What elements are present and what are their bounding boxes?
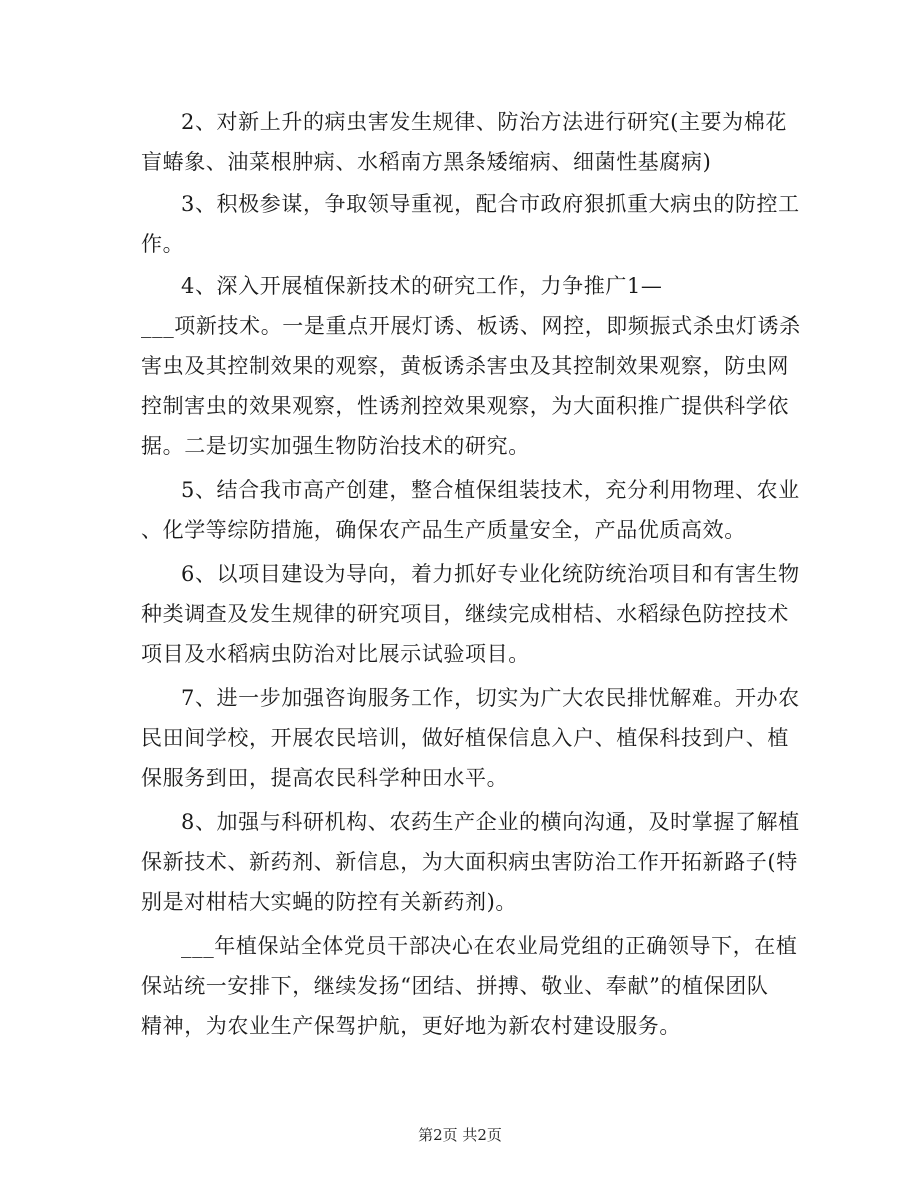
paragraph-3-line-5: 据。二是切实加强生物防治技术的研究。 [141, 434, 530, 458]
paragraph-3-line-3: 害虫及其控制效果的观察，黄板诱杀害虫及其控制效果观察，防虫网 [141, 354, 789, 378]
paragraph-3-line-2: ___项新技术。一是重点开展灯诱、板诱、网控，即频振式杀虫灯诱杀 [141, 314, 801, 338]
paragraph-5-line-1: 6、以项目建设为导向，着力抓好专业化统防统治项目和有害生物 [181, 562, 800, 586]
paragraph-5-line-3: 项目及水稻病虫防治对比展示试验项目。 [141, 642, 530, 666]
paragraph-2-line-2: 作。 [141, 232, 185, 256]
paragraph-1-line-1: 2、对新上升的病虫害发生规律、防治方法进行研究(主要为棉花 [181, 110, 787, 134]
paragraph-4-line-2: 、化学等综防措施，确保农产品生产质量安全，产品优质高效。 [141, 518, 746, 542]
paragraph-4-line-1: 5、结合我市高产创建，整合植保组装技术，充分利用物理、农业 [181, 478, 800, 502]
paragraph-8-line-2: 保站统一安排下，继续发扬“团结、拼搏、敬业、奉献”的植保团队 [141, 974, 769, 998]
paragraph-1-line-2: 盲蝽象、油菜根肿病、水稻南方黑条矮缩病、细菌性基腐病) [141, 150, 712, 174]
paragraph-6-line-1: 7、进一步加强咨询服务工作，切实为广大农民排忧解难。开办农 [181, 686, 800, 710]
paragraph-6-line-3: 保服务到田，提高农民科学种田水平。 [141, 766, 509, 790]
paragraph-2-line-1: 3、积极参谋，争取领导重视，配合市政府狠抓重大病虫的防控工 [181, 192, 800, 216]
paragraph-7-line-3: 别是对柑桔大实蝇的防控有关新药剂)。 [141, 890, 517, 914]
paragraph-8-line-3: 精神，为农业生产保驾护航，更好地为新农村建设服务。 [141, 1014, 681, 1038]
paragraph-3-line-4: 控制害虫的效果观察，性诱剂控效果观察，为大面积推广提供科学依 [141, 394, 789, 418]
paragraph-3-line-1: 4、深入开展植保新技术的研究工作，力争推广1— [181, 274, 663, 298]
paragraph-8-line-1: ___年植保站全体党员干部决心在农业局党组的正确领导下，在植 [181, 934, 798, 958]
page-number-footer: 第2页 共2页 [418, 1126, 502, 1144]
paragraph-7-line-1: 8、加强与科研机构、农药生产企业的横向沟通，及时掌握了解植 [181, 810, 800, 834]
paragraph-6-line-2: 民田间学校，开展农民培训，做好植保信息入户、植保科技到户、植 [141, 726, 789, 750]
paragraph-5-line-2: 种类调查及发生规律的研究项目，继续完成柑桔、水稻绿色防控技术 [141, 602, 789, 626]
paragraph-7-line-2: 保新技术、新药剂、新信息，为大面积病虫害防治工作开拓新路子(特 [141, 850, 798, 874]
